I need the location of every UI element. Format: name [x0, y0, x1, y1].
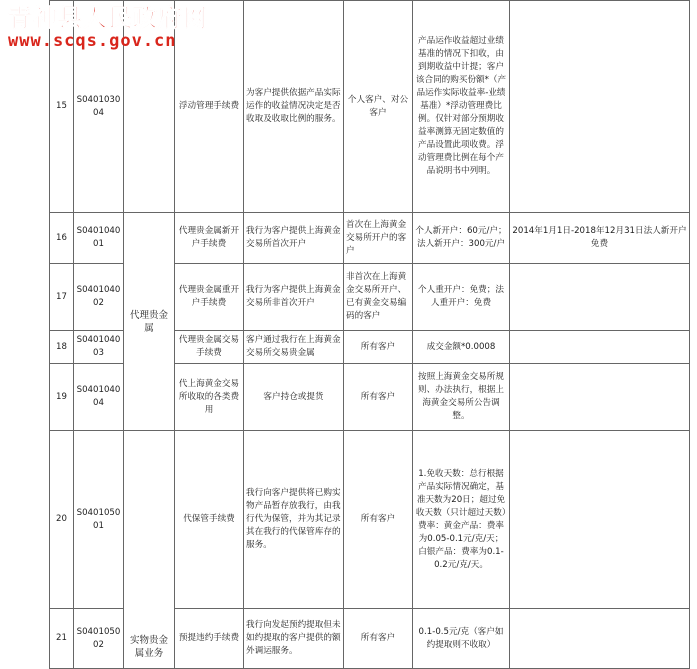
remark [510, 609, 690, 669]
service-content: 为客户提供依据产品实际运作的收益情况决定是否收取及收取比例的服务。 [244, 1, 344, 213]
service-object: 首次在上海黄金交易所开户的客户 [344, 213, 413, 264]
row-number: 18 [50, 331, 74, 364]
category-precious-metal: 代理贵金属 [124, 213, 175, 431]
remark [510, 331, 690, 364]
fee-code: S040103004 [74, 1, 124, 213]
fee-name: 代理贵金属新开户手续费 [175, 213, 244, 264]
service-content: 我行向发起预约提取但未如约提取的客户提供的额外调运服务。 [244, 609, 344, 669]
table-row [50, 213, 690, 264]
row-number: 16 [50, 213, 74, 264]
row-number: 15 [50, 1, 74, 213]
fee-code: S040105002 [74, 609, 124, 669]
fee-code: S040104002 [74, 264, 124, 331]
fee-code: S040104004 [74, 364, 124, 431]
fee-name: 代上海黄金交易所收取的各类费用 [175, 364, 244, 431]
service-content: 我行为客户提供上海黄金交易所首次开户 [244, 213, 344, 264]
table-row [50, 431, 690, 609]
service-content: 客户通过我行在上海黄金交易所交易贵金属 [244, 331, 344, 364]
fee-code: S040104001 [74, 213, 124, 264]
fee-standard: 按照上海黄金交易所规则、办法执行，根据上海黄金交易所公告调整。 [413, 364, 510, 431]
fee-code: S040105001 [74, 431, 124, 609]
fee-standard: 产品运作收益超过业绩基准的情况下扣收，由到期收益中计提；客户该合同的购买份额*（产品运作实际收益率-业绩基准）*浮动管理费比例。仅针对部分预期收益率测算无固定数值的产品设置此项收费。浮动管理费比例在每个产品说明书中列明。 [413, 1, 510, 213]
fee-standard: 0.1-0.5元/克（客户如约提取则不收取） [413, 609, 510, 669]
fee-table [49, 0, 690, 669]
remark [510, 1, 690, 213]
remark: 2014年1月1日-2018年12月31日法人新开户免费 [510, 213, 690, 264]
fee-standard: 1.免收天数：总行根据产品实际情况确定，基准天数为20日；超过免收天数（只计超过天数）费率：黄金产品：费率为0.05-0.1元/克/天；白银产品：费率为0.1-0.2元/克/天。 [413, 431, 510, 609]
service-content: 我行为客户提供上海黄金交易所非首次开户 [244, 264, 344, 331]
fee-name: 代理贵金属重开户手续费 [175, 264, 244, 331]
row-number: 17 [50, 264, 74, 331]
service-object: 个人客户、对公客户 [344, 1, 413, 213]
fee-code: S040104003 [74, 331, 124, 364]
fee-standard: 个人重开户：免费；法人重开户：免费 [413, 264, 510, 331]
remark [510, 264, 690, 331]
fee-name: 浮动管理手续费 [175, 1, 244, 213]
service-content: 我行向客户提供将已购实物产品暂存放我行，由我行代为保管，并为其记录其在我行的代保管库存的服务。 [244, 431, 344, 609]
service-object: 所有客户 [344, 609, 413, 669]
fee-standard: 个人新开户：60元/户；法人新开户：300元/户 [413, 213, 510, 264]
category-physical: 实物贵金属业务 [124, 431, 175, 669]
fee-name: 预提违约手续费 [175, 609, 244, 669]
row-number: 21 [50, 609, 74, 669]
service-content: 客户持仓或提货 [244, 364, 344, 431]
row-number: 20 [50, 431, 74, 609]
remark [510, 431, 690, 609]
fee-name: 代理贵金属交易手续费 [175, 331, 244, 364]
row-number: 19 [50, 364, 74, 431]
fee-name: 代保管手续费 [175, 431, 244, 609]
site-watermark [8, 6, 208, 50]
service-object: 所有客户 [344, 431, 413, 609]
service-object: 所有客户 [344, 331, 413, 364]
watermark-url: www.scqs.gov.cn [8, 31, 177, 51]
service-object: 所有客户 [344, 364, 413, 431]
fee-standard: 成交金额*0.0008 [413, 331, 510, 364]
service-object: 非首次在上海黄金交易所开户、已有黄金交易编码的客户 [344, 264, 413, 331]
watermark-title: 青神县人民政府网 [8, 4, 208, 32]
remark [510, 364, 690, 431]
